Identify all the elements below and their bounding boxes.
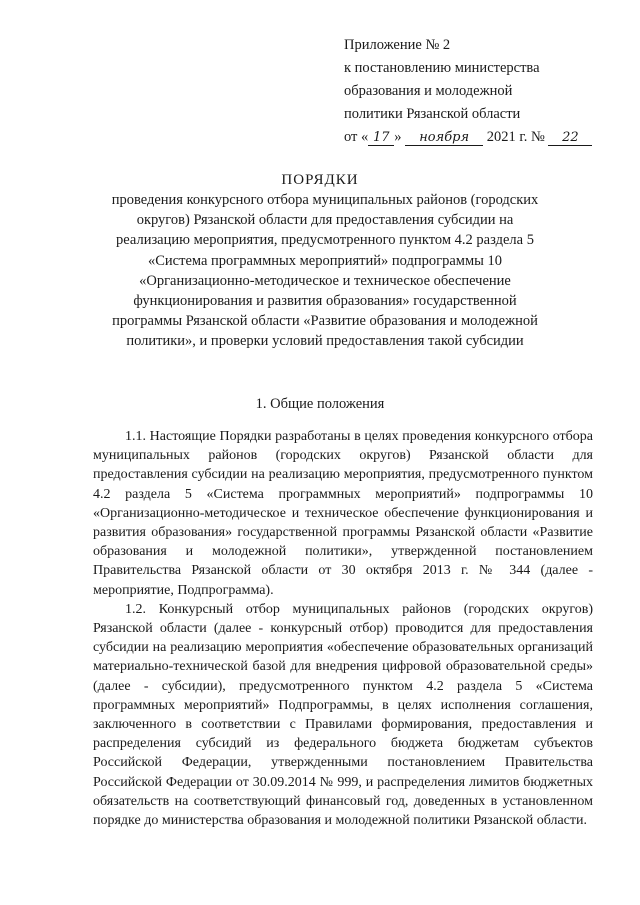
handwritten-day: 17: [368, 130, 394, 146]
date-prefix: от «: [344, 129, 369, 145]
body-text: [93, 427, 593, 830]
appendix-block: [344, 34, 614, 149]
document-subtitle: проведения конкурсного отбора муниципальных районов (городских округов) Рязанской области для предоставления субсидии на реализацию мероприятия, предусмотренного пунктом 4.2 раздела 5 «Система программных мероприятий» подпрограммы 10 «Организационно-методическое и техническое обеспечение функционирования и развития образования» государственной программы Рязанской области «Развитие образования и молодежной политики», и проверки условий предоставления такой субсидии: [111, 192, 539, 350]
appendix-line: Приложение № 2: [344, 37, 451, 53]
appendix-line: образования и молодежной: [344, 83, 513, 99]
section-heading: 1. Общие положения: [255, 396, 385, 412]
year-text: 2021 г. №: [486, 129, 545, 145]
paragraph: 1.2. Конкурсный отбор муниципальных районов (городских округов) Рязанской области (далее - конкурсный отбор) проводится для предоставления субсидии на реализацию мероприятия «обеспечение образовательных организаций материально-технической базой для внедрения цифровой образовательной среды» (далее - субсидии), предусмотренного пунктом 4.2 раздела 5 «Система программных мероприятий» Подпрограммы, в целях исполнения соглашения, заключенного в соответствии с Правилами формирования, предоставления и распределения субсидий из федерального бюджета бюджетам субъектов Российской Федерации, утвержденными постановлением Правительства Российской Федерации от 30.09.2014 № 999, и распределения лимитов бюджетных обязательств на соответствующий финансовый год, доведенных в установленном порядке до министерства образования и молодежной политики Рязанской области.: [93, 601, 593, 829]
handwritten-month: ноября: [405, 130, 483, 146]
appendix-line: политики Рязанской области: [344, 106, 521, 122]
document-title: ПОРЯДКИ: [281, 172, 359, 188]
appendix-line: к постановлению министерства: [344, 60, 540, 76]
paragraph: 1.1. Настоящие Порядки разработаны в целях проведения конкурсного отбора муниципальных районов (городских округов) Рязанской области для предоставления субсидии на реализацию мероприятия, предусмотренного пунктом 4.2 раздела 5 «Система программных мероприятий» подпрограммы 10 «Организационно-методическое и техническое обеспечение функционирования и развития образования» государственной программы Рязанской области «Развитие образования и молодежной политики», утвержденной постановлением Правительства Рязанской области от 30 октября 2013 г. № 344 (далее - мероприятие, Подпрограмма).: [93, 429, 593, 598]
appendix-date-line: [344, 126, 614, 149]
date-mid: »: [394, 129, 402, 145]
handwritten-number: 22: [548, 130, 592, 146]
